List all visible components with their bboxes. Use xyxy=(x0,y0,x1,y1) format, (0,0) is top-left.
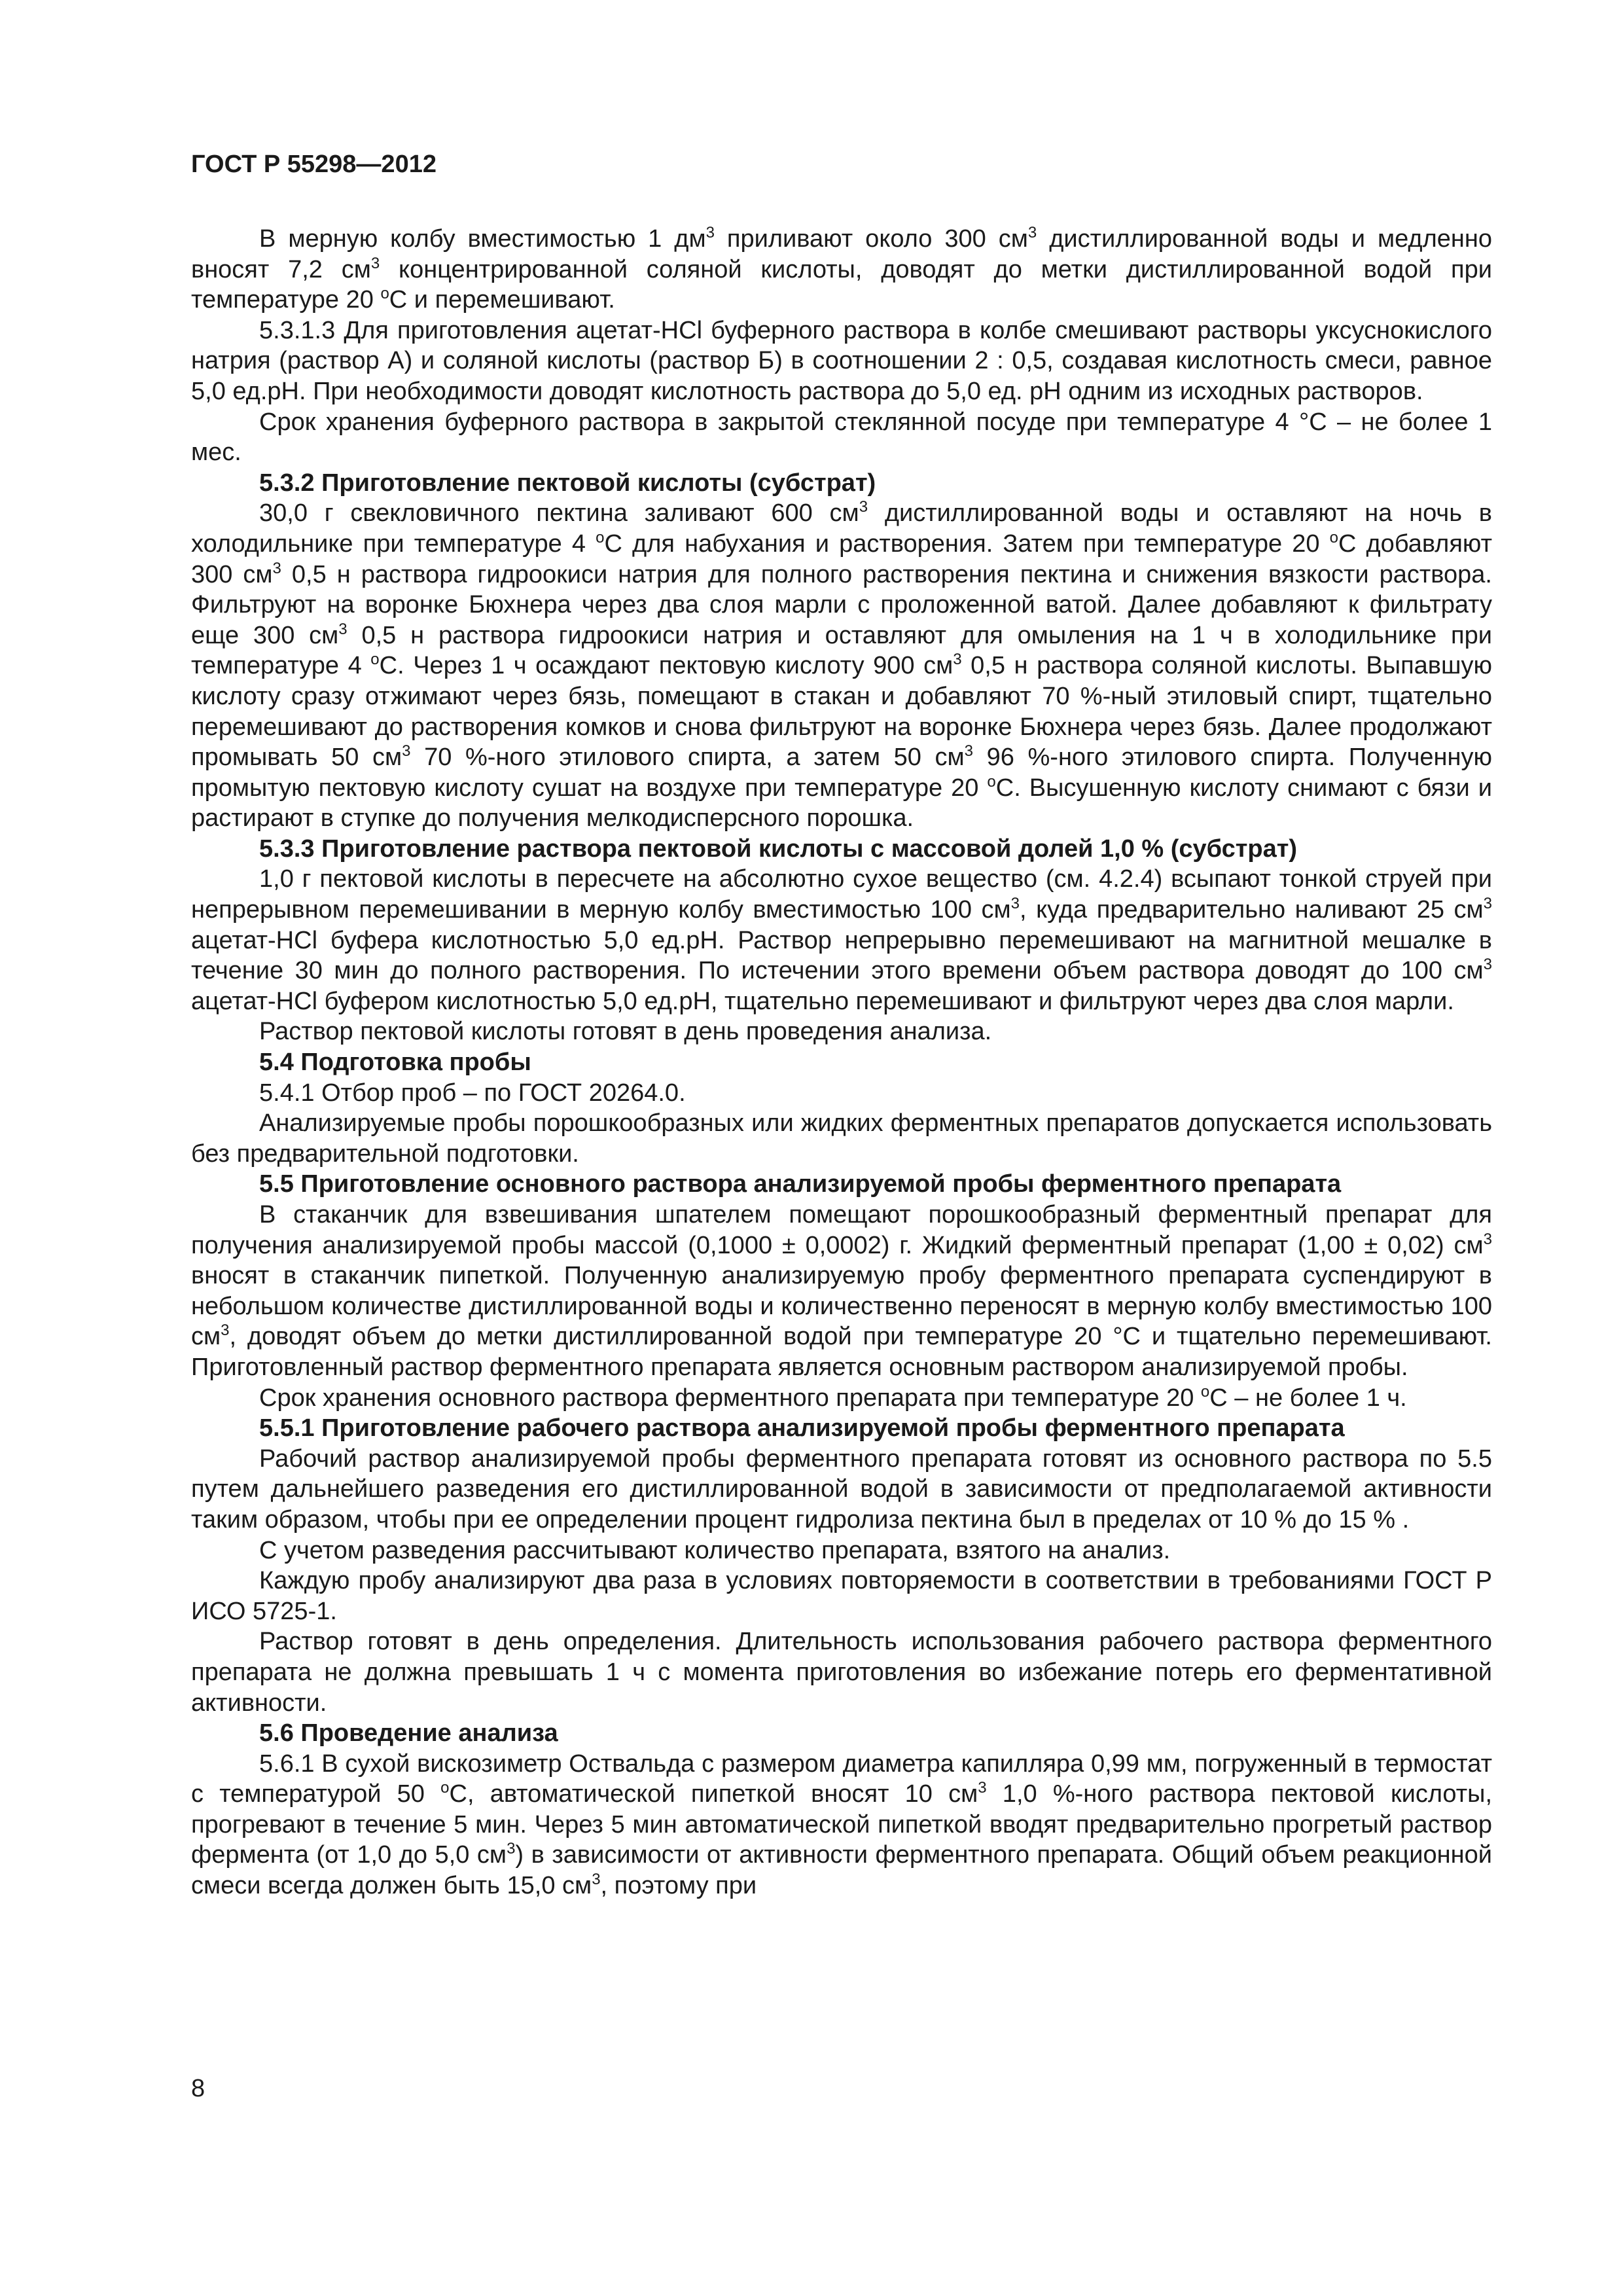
paragraph-5-6-1: 5.6.1 В сухой вискозиметр Оствальда с размером диаметра капилляра 0,99 мм, погруженный в термостат с температурой 50 $^о$С, автоматической пипеткой вносят 10 $см^3$ 1,0 %-ного раствора пектовой кислоты, прогревают в течение 5 мин. Через 5 мин автоматической пипеткой вводят предварительно прогретый раствор фермента (от 1,0 до 5,0 $см^3$) в зависимости от активности ферментного препарата. Общий объем реакционной смеси всегда должен быть 15,0 $см^3$, поэтому при xyxy=(191,1749,1492,1900)
paragraph-storage-main: Срок хранения основного раствора ферментного препарата при температуре 20 $^о$С – не более 1 ч. xyxy=(259,1382,1407,1412)
paragraph-acid-solution: В мерную колбу вместимостью 1 $дм^3$ приливают около 300 $см^3$ дистиллированной воды и медленно вносят 7,2 $см^3$ концентрированной соляной кислоты, доводят до метки дистиллированной водой при температуре 20 $^о$С и перемешивают. xyxy=(191,224,1492,314)
paragraph-prepared-same-day: Раствор пектовой кислоты готовят в день проведения анализа. xyxy=(259,1018,992,1046)
section-heading-5-5: 5.5 Приготовление основного раствора анализируемой пробы ферментного препарата xyxy=(259,1170,1342,1198)
paragraph-usage-time: Раствор готовят в день определения. Длительность использования рабочего раствора ферментного препарата не должна превышать 1 ч с момента приготовления во избежание потерь его ферментативной активности. xyxy=(191,1628,1492,1717)
paragraph-5-4-1: 5.4.1 Отбор проб – по ГОСТ 20264.0. xyxy=(259,1079,686,1107)
paragraph-working-solution: Рабочий раствор анализируемой пробы ферментного препарата готовят из основного раствора по 5.5 путем дальнейшего разведения его дистиллированной водой в зависимости от предполагаемой активности таким образом, чтобы при ее определении процент гидролиза пектина был в пределах от 10 % до 15 % . xyxy=(191,1444,1492,1534)
paragraph-pectic-acid-prep: 30,0 г свекловичного пектина заливают 600 $см^3$ дистиллированной воды и оставляют на ночь в холодильнике при температуре 4 $^о$С для набухания и растворения. Затем при температуре 20 $^о$С добавляют 300 $см^3$ 0,5 н раствора гидроокиси натрия для полного растворения пектина и снижения вязкости раствора. Фильтруют на воронке Бюхнера через два слоя марли с проложенной ватой. Далее добавляют к фильтрату еще 300 $см^3$ 0,5 н раствора гидроокиси натрия и оставляют для омыления на 1 ч в холодильнике при температуре 4 $^о$С. Через 1 ч осаждают пектовую кислоту 900 $см^3$ 0,5 н раствора соляной кислоты. Выпавшую кислоту сразу отжимают через бязь, помещают в стакан и добавляют 70 %-ный этиловый спирт, тщательно перемешивают до растворения комков и снова фильтруют на воронке Бюхнера через бязь. Далее продолжают промывать 50 $см^3$ 70 %-ного этилового спирта, а затем 50 $см^3$ 96 %-ного этилового спирта. Полученную промытую пектовую кислоту сушат на воздухе при температуре 20 $^о$С. Высушенную кислоту снимают с бязи и растирают в ступке до получения мелкодисперсного порошка. xyxy=(191,498,1492,833)
paragraph-main-solution: В стаканчик для взвешивания шпателем помещают порошкообразный ферментный препарат для получения анализируемой пробы массой (0,1000 ± 0,0002) г. Жидкий ферментный препарат (1,00 ± 0,02) $см^3$ вносят в стаканчик пипеткой. Полученную анализируемую пробу ферментного препарата суспендируют в небольшом количестве дистиллированной воды и количественно переносят в мерную колбу вместимостью 100 $см^3$, доводят объем до метки дистиллированной водой при температуре 20 °С и тщательно перемешивают. Приготовленный раствор ферментного препарата является основным раствором анализируемой пробы. xyxy=(191,1201,1492,1381)
paragraph-storage-buffer: Срок хранения буферного раствора в закрытой стеклянной посуде при температуре 4 °С – не более 1 мес. xyxy=(191,408,1492,467)
section-heading-5-5-1: 5.5.1 Приготовление рабочего раствора анализируемой пробы ферментного препарата xyxy=(259,1414,1345,1443)
paragraph-repeatability: Каждую пробу анализируют два раза в условиях повторяемости в соответствии в требованиями ГОСТ Р ИСО 5725-1. xyxy=(191,1567,1492,1625)
paragraph-dilution-calc: С учетом разведения рассчитывают количество препарата, взятого на анализ. xyxy=(259,1536,1171,1564)
document-header: ГОСТ Р 55298—2012 xyxy=(191,151,437,178)
section-heading-5-3-2: 5.3.2 Приготовление пектовой кислоты (субстрат) xyxy=(259,469,876,497)
section-heading-5-4: 5.4 Подготовка пробы xyxy=(259,1049,531,1077)
section-heading-5-3-3: 5.3.3 Приготовление раствора пектовой кислоты с массовой долей 1,0 % (субстрат) xyxy=(259,834,1297,863)
paragraph-pectic-solution: 1,0 г пектовой кислоты в пересчете на абсолютно сухое вещество (см. 4.2.4) всыпают тонкой струей при непрерывном перемешивании в мерную колбу вместимостью 100 $см^3$, куда предварительно наливают 25 $см^3$ ацетат-HCl буфера кислотностью 5,0 ед.рН. Раствор непрерывно перемешивают на магнитной мешалке в течение 30 мин до полного растворения. По истечении этого времени объем раствора доводят до 100 $см^3$ ацетат-HCl буфером кислотностью 5,0 ед.рН, тщательно перемешивают и фильтруют через два слоя марли. xyxy=(191,865,1492,1015)
paragraph-samples-no-prep: Анализируемые пробы порошкообразных или жидких ферментных препаратов допускается использовать без предварительной подготовки. xyxy=(191,1109,1492,1168)
page-number: 8 xyxy=(191,2075,205,2102)
section-heading-5-6: 5.6 Проведение анализа xyxy=(259,1719,558,1748)
paragraph-5-3-1-3: 5.3.1.3 Для приготовления ацетат-HCl буферного раствора в колбе смешивают растворы уксуснокислого натрия (раствор А) и соляной кислоты (раствор Б) в соотношении 2 : 0,5, создавая кислотность смеси, равное 5,0 ед.рН. При необходимости доводят кислотность раствора до 5,0 ед. рН одним из исходных растворов. xyxy=(191,316,1492,405)
